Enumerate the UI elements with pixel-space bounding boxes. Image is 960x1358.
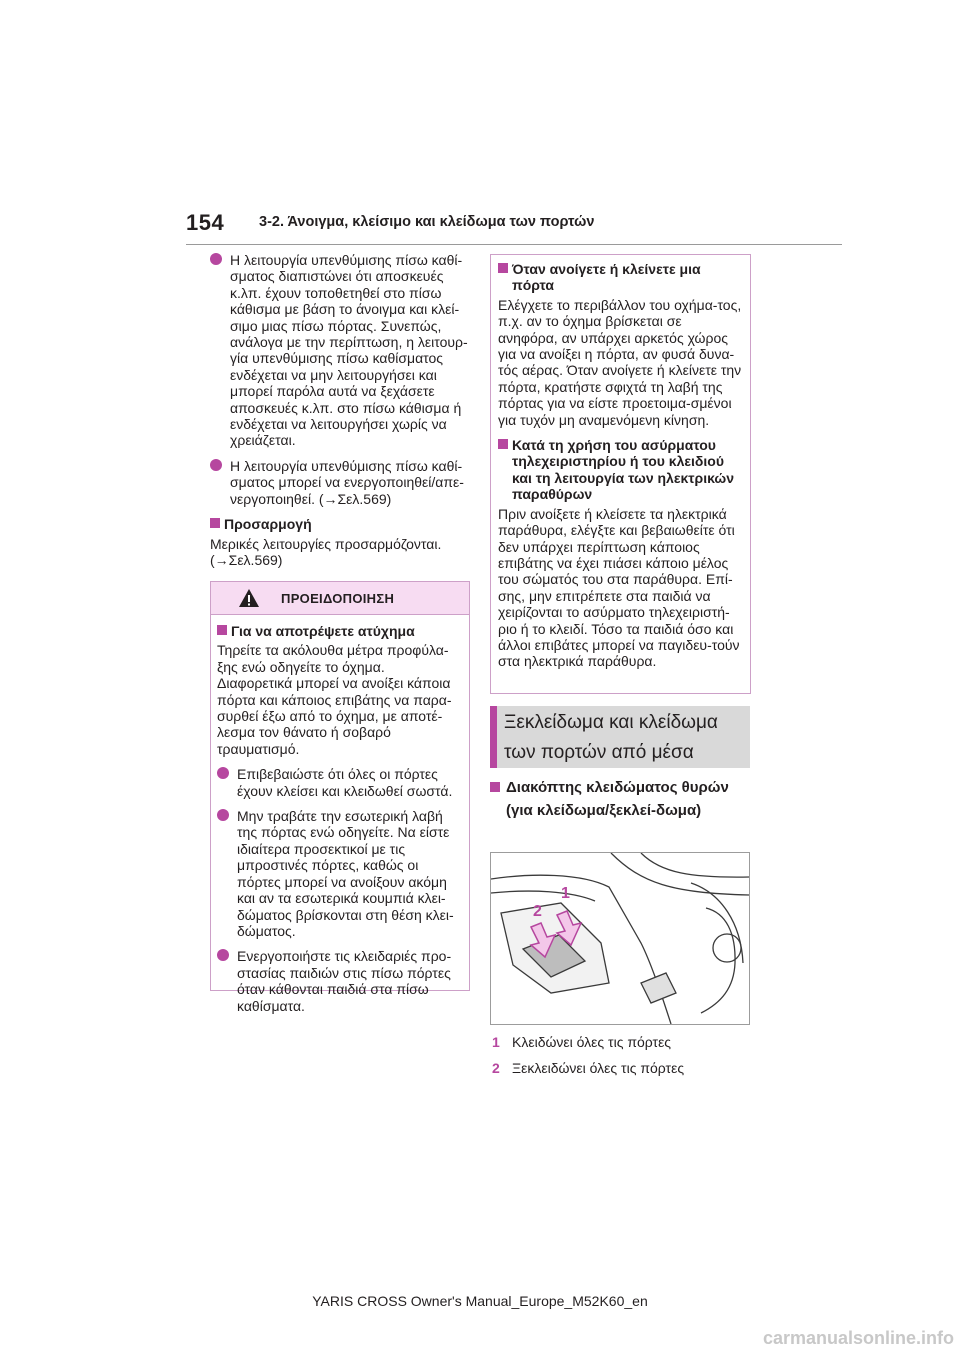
note-text: Ελέγχετε το περιβάλλον του οχήμα-τος, π.χ. αν το όχημα βρίσκεται σε ανηφόρα, αν υπάρχει αρκετός χώρος για να ανοίξει η πόρτα, αν φυσά δυνα-τός αέρας. Όταν ανοίγετε ή κλείνετε την πόρτα, κρατήστε σφιχτά τη λαβή της πόρτας για να είστε προετοιμα-σμένοι για τυχόν μη αναμενόμενη κίνηση. xyxy=(498,296,742,428)
section-title: 3-2. Άνοιγμα, κλείσιμο και κλείδωμα των πορτών xyxy=(259,214,595,230)
note-text: Πριν ανοίξετε ή κλείσετε τα ηλεκτρικά παράθυρα, ελέγξτε και βεβαιωθείτε ότι δεν υπάρχει περίπτωση κάποιος επιβάτης να έχει πιάσει κάποιο μέλος του σώματός του στα παράθυρα. Επί-σης, μην επιτρέπετε στα παιδιά να χειρίζονται το ασύρματο τηλεχειριστή-ριο ή το κλειδί. Τόσο τα παιδιά όσο και άλλοι επιβάτες μπορεί να παγιδευ-τούν στα ηλεκτρικά παράθυρα. xyxy=(498,505,740,670)
list-item: Επιβεβαιώστε ότι όλες οι πόρτες έχουν κλείσει και κλειδωθεί σωστά. xyxy=(217,766,461,799)
warning-intro: Τηρείτε τα ακόλουθα μέτρα προφύλα-ξης ενώ οδηγείτε το όχημα. Διαφορετικά μπορεί να ανοίξει κάποια πόρτα και κάποιος επιβάτης να παρα-συρθεί έξω από το όχημα, με αποτέ-λεσμα τον θάνατο ή σοβαρό τραυματισμό. xyxy=(217,642,452,757)
customization-text: Μερικές λειτουργίες προσαρμόζονται. (→Σελ.569) xyxy=(210,535,442,568)
list-item: Ενεργοποιήστε τις κλειδαριές προ-στασίας παιδιών στις πίσω πόρτες όταν κάθονται παιδιά στα πίσω καθίσματα. xyxy=(217,948,461,1014)
warning-box xyxy=(210,581,470,1014)
switch-subheading: Διακόπτης κλειδώματος θυρών (για κλείδωμα/ξεκλεί-δωμα) xyxy=(490,776,750,822)
watermark: carmanualsonline.info xyxy=(762,1328,954,1348)
figure-label-2: 2 xyxy=(533,903,542,920)
list-item: Μην τραβάτε την εσωτερική λαβή της πόρτας ενώ οδηγείτε. Να είστε ιδιαίτερα προσεκτικοί με τις μπροστινές πόρτες, καθώς οι πόρτες μπορεί να ανοίξουν ακόμη και αν τα εσωτερικά κουμπιά κλει-δώματος βρίσκονται στη θέση κλει-δώματος. xyxy=(217,808,461,939)
door-lock-switch-figure xyxy=(490,852,750,1025)
left-column xyxy=(210,252,472,577)
note-heading: Κατά τη χρήση του ασύρματου τηλεχειριστηρίου ή του κλειδιού και τη λειτουργία των ηλεκτρικών παραθύρων xyxy=(498,437,742,503)
note-heading: Όταν ανοίγετε ή κλείνετε μια πόρτα xyxy=(498,261,742,294)
warning-title: ΠΡΟΕΙΔΟΠΟΙΗΣΗ xyxy=(281,591,395,606)
section-accent xyxy=(490,706,497,768)
caption-item: 2 Ξεκλειδώνει όλες τις πόρτες xyxy=(492,1060,685,1076)
header-rule xyxy=(186,244,842,245)
section-heading-line: των πορτών από μέσα xyxy=(504,742,694,763)
warning-header xyxy=(211,582,469,615)
section-heading-line: Ξεκλείδωμα και κλείδωμα xyxy=(504,712,718,733)
bullet-text: Η λειτουργία υπενθύμισης πίσω καθί-σματος μπορεί να ενεργοποιηθεί/απε-νεργοποιηθεί. (→Σελ.569) xyxy=(230,457,464,507)
list-item xyxy=(210,252,472,449)
bullet-icon xyxy=(210,459,222,471)
bullet-icon xyxy=(217,767,229,779)
page-number: 154 xyxy=(186,210,225,235)
figure-label-1: 1 xyxy=(561,885,570,902)
footer: YARIS CROSS Owner's Manual_Europe_M52K60_en xyxy=(312,1293,648,1309)
warning-subheading: Για να αποτρέψετε ατύχημα xyxy=(217,623,461,639)
bullet-icon xyxy=(210,253,222,265)
door-panel-illustration xyxy=(491,853,749,1024)
warning-triangle-icon xyxy=(238,588,260,608)
section-heading-bar xyxy=(490,706,750,768)
bullet-icon xyxy=(217,949,229,961)
bullet-text: Η λειτουργία υπενθύμισης πίσω καθί-σματος διαπιστώνει ότι αποσκευές κ.λπ. έχουν τοποθετηθεί στο πίσω κάθισμα με βάση το άνοιγμα και κλεί-σιμο μιας πίσω πόρτας. Συνεπώς, ανάλογα με την περίπτωση, η λειτουρ-γία υπενθύμισης πίσω καθίσματος ενδέχεται να μην λειτουργήσει και μπορεί παρόλα αυτά να ξεχάσετε αποσκευές κ.λπ. στο πίσω κάθισμα ή ενδέχεται να λειτουργήσει χωρίς να χρειάζεται. xyxy=(230,252,468,449)
square-bullet-icon xyxy=(490,782,500,792)
caption-item: 1 Κλειδώνει όλες τις πόρτες xyxy=(492,1034,672,1050)
square-bullet-icon xyxy=(498,439,508,449)
list-item xyxy=(210,458,472,507)
square-bullet-icon xyxy=(498,263,508,273)
note-box xyxy=(490,254,751,694)
square-bullet-icon xyxy=(210,518,220,528)
customization-heading: Προσαρμογή xyxy=(210,516,472,532)
bullet-icon xyxy=(217,809,229,821)
square-bullet-icon xyxy=(217,625,227,635)
